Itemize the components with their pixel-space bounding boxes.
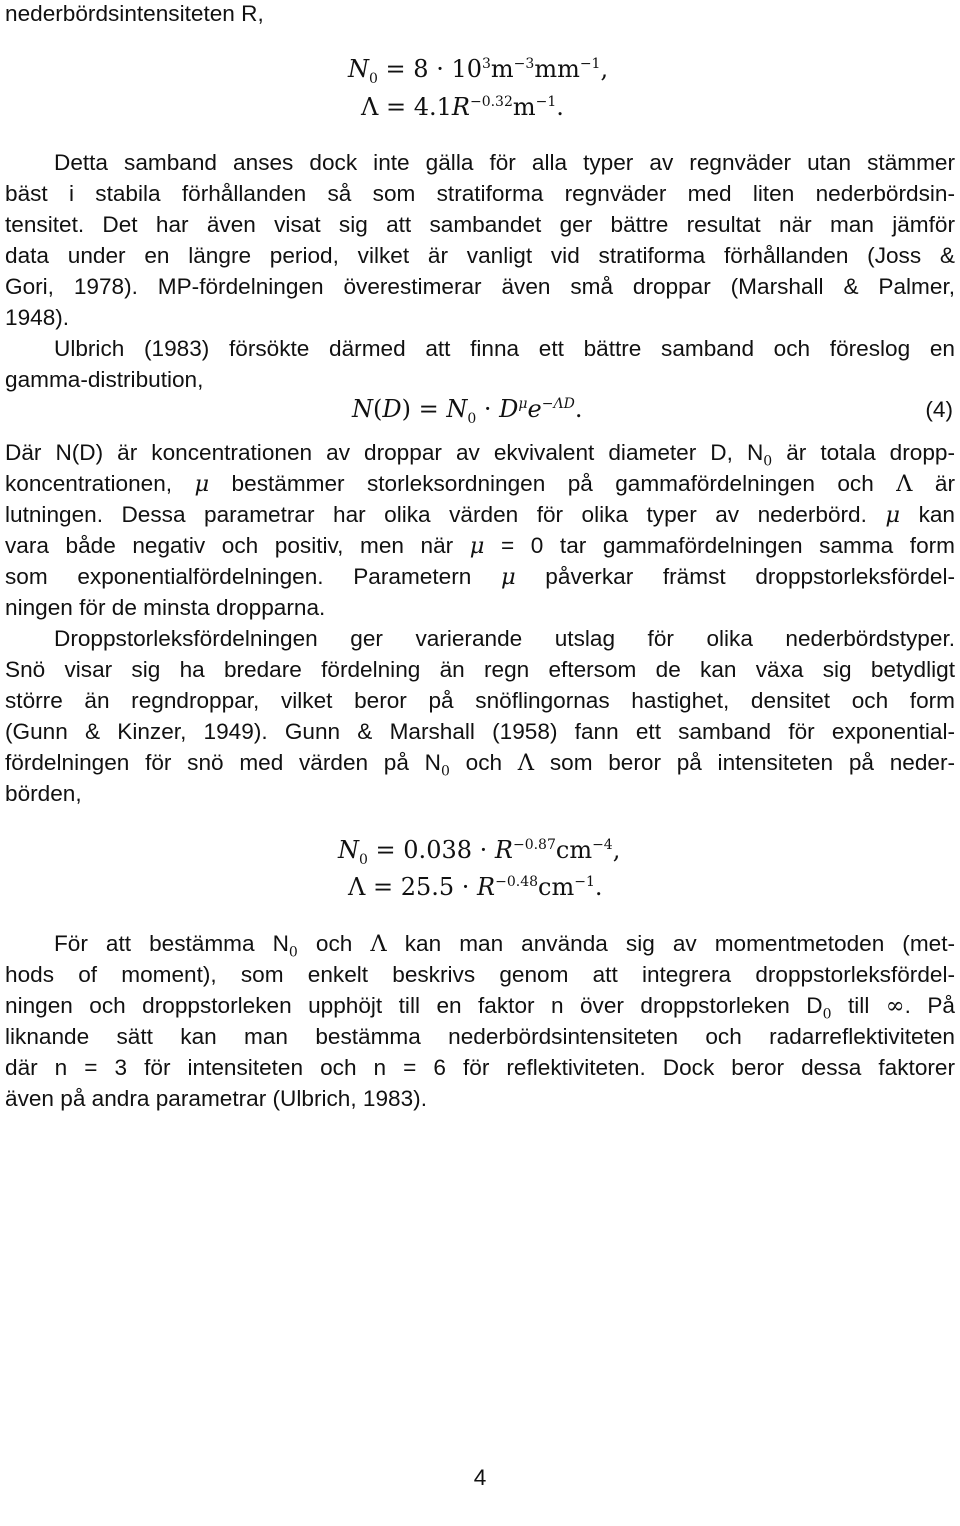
text-line: större än regndroppar, vilket beror på snöflingornas hastighet, densitet och form bbox=[5, 688, 955, 713]
equation-n0-rain: $N_0 = 8 \cdot 10^3m^{-3}mm^{-1}$, bbox=[348, 55, 609, 87]
text-line: vara både negativ och positiv, men när μ = 0 tar gammafördelningen samma form bbox=[5, 533, 955, 559]
text-line: fördelningen för snö med värden på $N_0$ och Λ som beror på intensiteten på neder- bbox=[5, 750, 955, 780]
text-line: För att bestämma $N_0$ och Λ kan man använda sig av momentmetoden (met- bbox=[54, 931, 956, 961]
text-line: ningen och droppstorleken upphöjt till en faktor n över droppstorleken $D_0$ till ∞. På bbox=[5, 993, 955, 1023]
equation-gamma-distribution: $N(D) = N_0 \cdot D^\mu e^{-\Lambda D}$. bbox=[352, 395, 583, 427]
equation-n0-snow: $N_0 = 0.038 \cdot R^{-0.87}cm^{-4}$, bbox=[338, 836, 621, 868]
text-line: lutningen. Dessa parametrar har olika värden för olika typer av nederbörd. μ kan bbox=[5, 502, 955, 528]
text-line: gamma-distribution, bbox=[5, 367, 204, 392]
text-line: 1948). bbox=[5, 305, 70, 330]
text-line: tensitet. Det har även visat sig att sambandet ger bättre resultat när man jämför bbox=[5, 212, 955, 237]
text-line: även på andra parametrar (Ulbrich, 1983). bbox=[5, 1086, 427, 1111]
text-line: Ulbrich (1983) försökte därmed att finna ett bättre samband och föreslog en bbox=[54, 336, 955, 361]
text-line: Snö visar sig ha bredare fördelning än regn eftersom de kan växa sig betydligt bbox=[5, 657, 955, 682]
text-line: bäst i stabila förhållanden så som stratiforma regnväder med liten nederbördsin- bbox=[5, 181, 955, 206]
equation-lambda-rain: $\Lambda = 4.1R^{-0.32}m^{-1}$. bbox=[361, 93, 564, 121]
equation-number: (4) bbox=[925, 397, 953, 422]
text-line: liknande sätt kan man bestämma nederbördsintensiteten och radarreflektiviteten bbox=[5, 1024, 955, 1049]
text-line: (Gunn & Kinzer, 1949). Gunn & Marshall (1958) fann ett samband för exponential- bbox=[5, 719, 955, 744]
page-number: 4 bbox=[473, 1465, 487, 1490]
text-line: börden, bbox=[5, 781, 82, 806]
text-line: Gori, 1978). MP-fördelningen överestimerar även små droppar (Marshall & Palmer, bbox=[5, 274, 955, 299]
text-line: Droppstorleksfördelningen ger varierande utslag för olika nederbördstyper. bbox=[54, 626, 955, 651]
text-line: där n = 3 för intensiteten och n = 6 för reflektiviteten. Dock beror dessa faktorer bbox=[5, 1055, 955, 1080]
text-line: ningen för de minsta dropparna. bbox=[5, 595, 326, 620]
text-line: nederbördsintensiteten R, bbox=[5, 1, 264, 26]
text-line: koncentrationen, μ bestämmer storleksordningen på gammafördelningen och Λ är bbox=[5, 471, 955, 497]
equation-lambda-snow: $\Lambda = 25.5 \cdot R^{-0.48}cm^{-1}$. bbox=[348, 873, 603, 901]
text-line: som exponentialfördelningen. Parametern μ påverkar främst droppstorleksfördel- bbox=[5, 564, 955, 590]
text-line: Detta samband anses dock inte gälla för alla typer av regnväder utan stämmer bbox=[54, 150, 955, 175]
text-line: data under en längre period, vilket är vanligt vid stratiforma förhållanden (Joss & bbox=[5, 243, 955, 268]
text-line: hods of moment), som enkelt beskrivs genom att integrera droppstorleksfördel- bbox=[5, 962, 955, 987]
text-line: Där N(D) är koncentrationen av droppar av ekvivalent diameter D, $N_0$ är totala dropp- bbox=[5, 440, 955, 470]
